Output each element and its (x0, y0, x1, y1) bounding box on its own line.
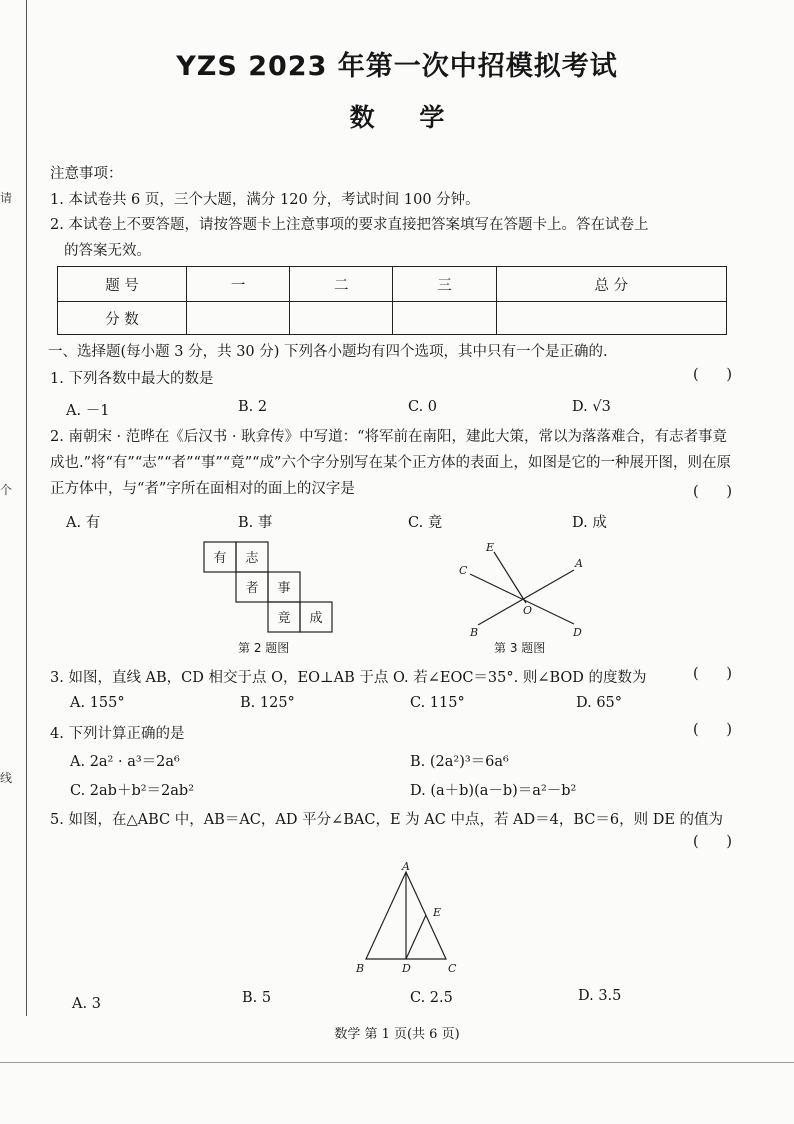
answer-paren: ( ) (693, 484, 732, 500)
score-cell (187, 302, 290, 335)
section-heading: 一、选择题(每小题 3 分，共 30 分) 下列各小题均有四个选项，其中只有一个是正确的. (48, 344, 608, 360)
point-label: O (523, 604, 533, 617)
option: B. 5 (242, 990, 272, 1006)
segment-de (406, 915, 426, 959)
line-cd (470, 574, 574, 624)
question-stem: 2. 南朝宋 · 范晔在《后汉书 · 耿弇传》中写道：“将军前在南阳，建此大策，常以为落落难合，有志者事竟成也.”将“有”“志”“者”“事”“竟”“成”六个字分别写在某个正方体的表面上，如图是它的一种展开图，则在原正方体中，与“者”字所在面相对的面上的汉字是 (50, 429, 731, 497)
option: C. 2ab＋b²＝2ab² (70, 783, 195, 799)
point-label: A (402, 860, 410, 873)
answer-paren: ( ) (693, 834, 732, 850)
margin-mark: 个 (0, 483, 13, 497)
cube-net-figure (204, 542, 334, 638)
option: A. －1 (66, 403, 110, 419)
triangle-figure (352, 862, 464, 978)
question-stem: 3. 如图，直线 AB，CD 相交于点 O，EO⊥AB 于点 O. 若∠EOC＝35°. 则∠BOD 的度数为 (50, 670, 647, 686)
point-label: B (356, 962, 365, 975)
figure-caption: 第 3 题图 (494, 641, 546, 655)
option: D. √3 (572, 399, 611, 415)
question-stem: 1. 下列各数中最大的数是 (50, 371, 214, 387)
option: B. 125° (240, 695, 295, 711)
option: B. (2a²)³＝6a⁶ (410, 754, 509, 770)
point-label: D (402, 962, 411, 975)
note-item: 1. 本试卷共 6 页，三个大题，满分 120 分，考试时间 100 分钟。 (50, 192, 480, 208)
score-table-header: 二 (290, 267, 393, 302)
score-table-header: 题 号 (58, 267, 187, 302)
score-table-header-row (58, 267, 727, 302)
page-footer: 数学 第 1 页(共 6 页) (334, 1027, 460, 1042)
option: C. 115° (410, 695, 465, 711)
option: D. 65° (576, 695, 623, 711)
answer-paren: ( ) (693, 666, 732, 682)
point-label: A (575, 557, 583, 570)
net-character: 成 (309, 611, 323, 626)
score-cell (393, 302, 496, 335)
point-label: B (470, 626, 479, 639)
exam-title: YZS 2023 年第一次中招模拟考试 (176, 51, 618, 82)
option: A. 2a² · a³＝2a⁶ (70, 754, 180, 770)
score-table (57, 266, 727, 335)
binding-edge-line (26, 0, 27, 1016)
margin-mark: 线 (0, 771, 13, 785)
score-table-header: 一 (187, 267, 290, 302)
option: C. 0 (408, 399, 438, 415)
net-character: 者 (245, 581, 259, 596)
option: A. 3 (72, 996, 101, 1012)
point-label: E (433, 906, 442, 919)
net-character: 有 (213, 551, 227, 566)
point-label: C (459, 564, 468, 577)
point-label: C (448, 962, 457, 975)
option: A. 155° (70, 695, 125, 711)
net-character: 事 (277, 581, 291, 596)
option: D. 成 (572, 515, 607, 531)
note-item: 2. 本试卷上不要答题，请按答题卡上注意事项的要求直接把答案填写在答题卡上。答在试卷上 (50, 217, 649, 233)
question-stem: 4. 下列计算正确的是 (50, 726, 185, 742)
intersecting-lines-figure (456, 540, 596, 640)
option: C. 2.5 (410, 990, 453, 1006)
ray-oe (494, 552, 526, 603)
score-table-header: 三 (393, 267, 496, 302)
bottom-divider (0, 1062, 794, 1063)
answer-paren: ( ) (693, 367, 732, 383)
answer-paren: ( ) (693, 722, 732, 738)
option: C. 竟 (408, 515, 443, 531)
net-character: 志 (245, 551, 259, 566)
margin-mark: 请 (0, 191, 13, 205)
score-row-label: 分 数 (58, 302, 187, 335)
option: A. 有 (66, 515, 101, 531)
subject-title: 数 学 (349, 103, 463, 132)
score-cell (496, 302, 726, 335)
option: B. 2 (238, 399, 268, 415)
notes-heading: 注意事项： (50, 166, 123, 182)
point-label: E (486, 541, 495, 554)
score-table-row (58, 302, 727, 335)
score-table-header: 总 分 (496, 267, 726, 302)
point-label: D (573, 626, 582, 639)
figure-caption: 第 2 题图 (238, 641, 290, 655)
score-cell (290, 302, 393, 335)
note-item: 的答案无效。 (64, 243, 151, 259)
net-character: 竟 (277, 611, 291, 626)
option: B. 事 (238, 515, 273, 531)
option: D. 3.5 (578, 988, 622, 1004)
option: D. (a＋b)(a－b)＝a²－b² (410, 783, 577, 799)
question-stem: 5. 如图，在△ABC 中，AB＝AC，AD 平分∠BAC，E 为 AC 中点，若 AD＝4，BC＝6，则 DE 的值为 (50, 812, 724, 828)
